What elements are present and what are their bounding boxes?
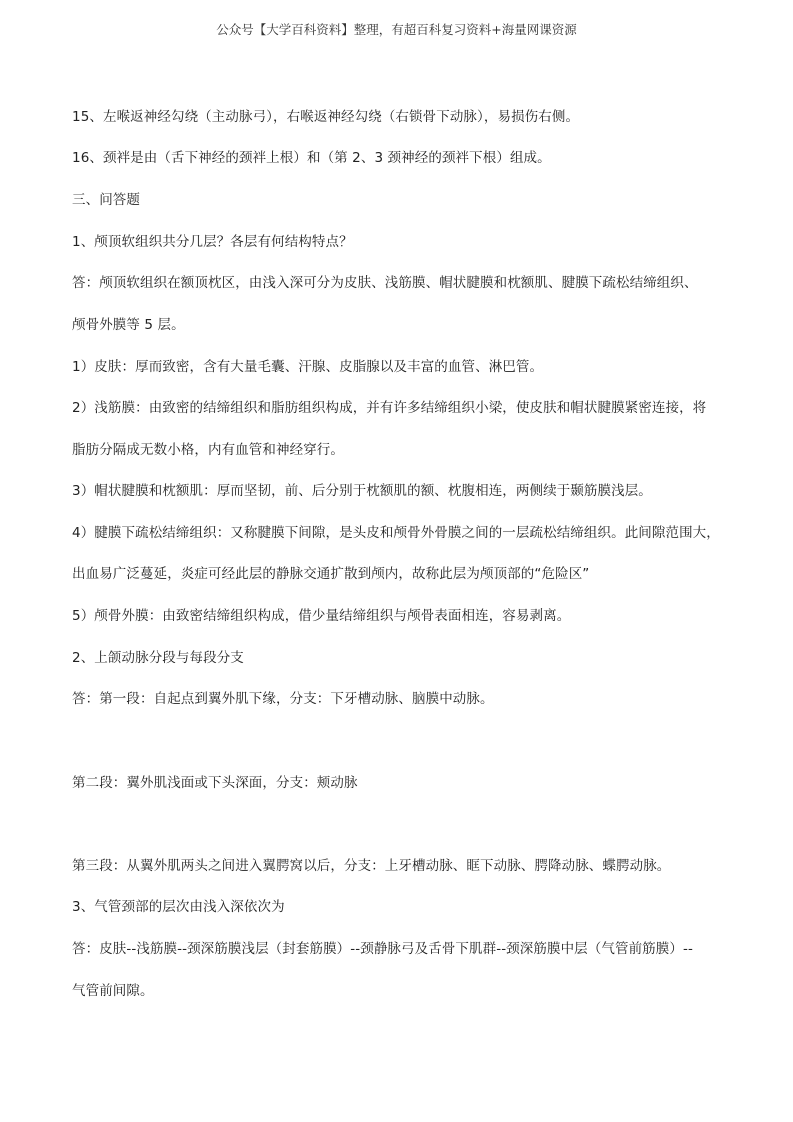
answer-1-line-2: 颅骨外膜等 5 层。 — [72, 317, 185, 333]
answer-2-segment-1: 答：第一段：自起点到翼外肌下缘，分支：下牙槽动脉、脑膜中动脉。 — [72, 691, 494, 707]
answer-1-item-2-line-2: 脂肪分隔成无数小格，内有血管和神经穿行。 — [72, 442, 344, 458]
answer-2-segment-2: 第二段：翼外肌浅面或下头深面，分支：颊动脉 — [72, 775, 358, 791]
section-heading: 三、问答题 — [72, 192, 140, 208]
question-2: 2、上颌动脉分段与每段分支 — [72, 650, 244, 666]
answer-1-item-1: 1）皮肤：厚而致密，含有大量毛囊、汗腺、皮脂腺以及丰富的血管、淋巴管。 — [72, 359, 544, 375]
answer-1-item-4-line-1: 4）腱膜下疏松结缔组织：又称腱膜下间隙，是头皮和颅骨外骨膜之间的一层疏松结缔组织。此间隙范围大， — [72, 525, 720, 541]
question-1: 1、颅顶软组织共分几层？各层有何结构特点？ — [72, 234, 353, 250]
page-header-watermark: 公众号【大学百科资料】整理，有超百科复习资料+海量网课资源 — [216, 22, 577, 37]
answer-1-line-1: 答：颅顶软组织在额顶枕区，由浅入深可分为皮肤、浅筋膜、帽状腱膜和枕额肌、腱膜下疏松结缔组织、 — [72, 275, 698, 291]
question-3: 3、气管颈部的层次由浅入深依次为 — [72, 899, 285, 915]
answer-3-line-2: 气管前间隙。 — [72, 983, 154, 999]
answer-1-item-3: 3）帽状腱膜和枕额肌：厚而坚韧，前、后分别于枕额肌的额、枕腹相连，两侧续于颞筋膜浅层。 — [72, 483, 652, 499]
text-line-16: 16、颈袢是由（舌下神经的颈袢上根）和（第 2、3 颈神经的颈袢下根）组成。 — [72, 150, 551, 166]
answer-1-item-2-line-1: 2）浅筋膜：由致密的结缔组织和脂肪组织构成，并有许多结缔组织小梁，使皮肤和帽状腱膜紧密连接，将 — [72, 400, 707, 416]
answer-1-item-4-line-2: 出血易广泛蔓延，炎症可经此层的静脉交通扩散到颅内，故称此层为颅顶部的“危险区” — [72, 566, 590, 582]
answer-3-line-1: 答：皮肤--浅筋膜--颈深筋膜浅层（封套筋膜）--颈静脉弓及舌骨下肌群--颈深筋膜中层（气管前筋膜）-- — [72, 941, 693, 957]
answer-2-segment-3: 第三段：从翼外肌两头之间进入翼腭窝以后，分支：上牙槽动脉、眶下动脉、腭降动脉、蝶腭动脉。 — [72, 858, 671, 874]
text-line-15: 15、左喉返神经勾绕（主动脉弓），右喉返神经勾绕（右锁骨下动脉），易损伤右侧。 — [72, 109, 580, 125]
answer-1-item-5: 5）颅骨外膜：由致密结缔组织构成，借少量结缔组织与颅骨表面相连，容易剥离。 — [72, 608, 571, 624]
